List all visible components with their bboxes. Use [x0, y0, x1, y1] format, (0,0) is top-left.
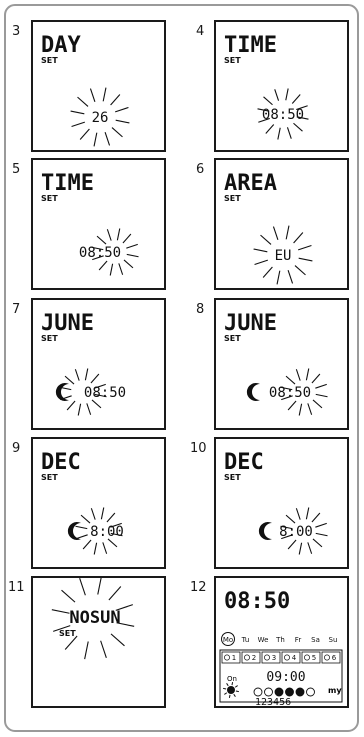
lcd-panel-day: [31, 20, 166, 152]
set-label: SET: [224, 334, 241, 343]
panel-title: JUNE: [224, 311, 277, 336]
set-label: SET: [224, 194, 241, 203]
step-number-4: 4: [196, 24, 205, 39]
lcd-panel-running: [214, 576, 349, 708]
clock-icon: [264, 655, 269, 660]
moon-icon: [259, 522, 272, 540]
step-number-7: 7: [12, 302, 21, 317]
weekday-label: Su: [328, 636, 338, 644]
slot-indicators: [254, 688, 315, 696]
panel-title: TIME: [41, 171, 94, 196]
slot-indicator: [275, 688, 283, 696]
time-value: 8:00: [279, 524, 313, 540]
step-number-11: 11: [8, 580, 25, 595]
set-label: SET: [41, 473, 58, 482]
set-label: SET: [41, 194, 58, 203]
slot-numbers: 123456: [255, 697, 292, 706]
clock-display: 08:50: [224, 589, 291, 614]
area-value: EU: [274, 248, 292, 264]
time-value: 8:00: [90, 524, 124, 540]
panel-title: DAY: [41, 33, 81, 58]
time-value: 08:50: [268, 385, 312, 401]
slot-indicator: [286, 688, 294, 696]
step-number-5: 5: [12, 162, 21, 177]
weekday-label: Mo: [222, 636, 234, 644]
lcd-panel-dec-sunrise: [31, 437, 166, 569]
weekday-label: Th: [276, 636, 285, 644]
slot-indicator: [265, 688, 273, 696]
lcd-panel-time-hours: [214, 20, 349, 152]
panel-title: DEC: [41, 450, 81, 475]
program-tab-label: 4: [291, 654, 297, 662]
weekday-label: Fr: [294, 636, 302, 644]
lcd-panel-june-sunset: [214, 298, 349, 430]
panel-title: TIME: [224, 33, 277, 58]
set-label: SET: [224, 473, 241, 482]
lcd-panel-dec-sunset: [214, 437, 349, 569]
set-label: SET: [59, 629, 76, 638]
program-tab-label: 2: [251, 654, 257, 662]
program-tab-label: 1: [231, 654, 237, 662]
program-time: 09:00: [266, 670, 306, 685]
clock-icon: [224, 655, 229, 660]
nosun-value: NOSUN: [69, 608, 121, 628]
set-label: SET: [224, 56, 241, 65]
my-label: my: [328, 686, 342, 695]
program-tab-label: 5: [311, 654, 317, 662]
time-value: 08:50: [261, 107, 305, 123]
time-value: 08:50: [78, 245, 122, 261]
panel-title: DEC: [224, 450, 264, 475]
day-value: 26: [91, 110, 109, 126]
set-label: SET: [41, 56, 58, 65]
slot-indicator: [307, 688, 315, 696]
slot-indicator: [254, 688, 262, 696]
moon-icon: [56, 383, 69, 401]
step-number-8: 8: [196, 302, 205, 317]
weekday-row: [223, 636, 338, 644]
weekday-label: Sa: [311, 636, 320, 644]
set-label: SET: [41, 334, 58, 343]
sun-icon: [223, 682, 239, 698]
program-tabs: [222, 652, 340, 663]
clock-icon: [284, 655, 289, 660]
weekday-label: Tu: [241, 636, 250, 644]
slot-indicator: [296, 688, 304, 696]
step-number-6: 6: [196, 162, 205, 177]
on-label: On: [227, 675, 237, 683]
moon-icon: [247, 383, 260, 401]
panel-title: JUNE: [41, 311, 94, 336]
step-number-10: 10: [190, 441, 207, 456]
clock-icon: [304, 655, 309, 660]
weekday-label: We: [257, 636, 269, 644]
step-number-9: 9: [12, 441, 21, 456]
clock-icon: [244, 655, 249, 660]
panel-title: AREA: [224, 171, 277, 196]
time-value: 08:50: [83, 385, 127, 401]
lcd-panel-area: [214, 158, 349, 290]
program-tab-label: 6: [331, 654, 337, 662]
lcd-panel-june-sunrise: [31, 298, 166, 430]
program-tab-label: 3: [271, 654, 277, 662]
lcd-panel-nosun: [31, 576, 166, 708]
lcd-panel-time-minutes: [31, 158, 166, 290]
step-number-12: 12: [190, 580, 207, 595]
clock-icon: [324, 655, 329, 660]
step-number-3: 3: [12, 24, 21, 39]
